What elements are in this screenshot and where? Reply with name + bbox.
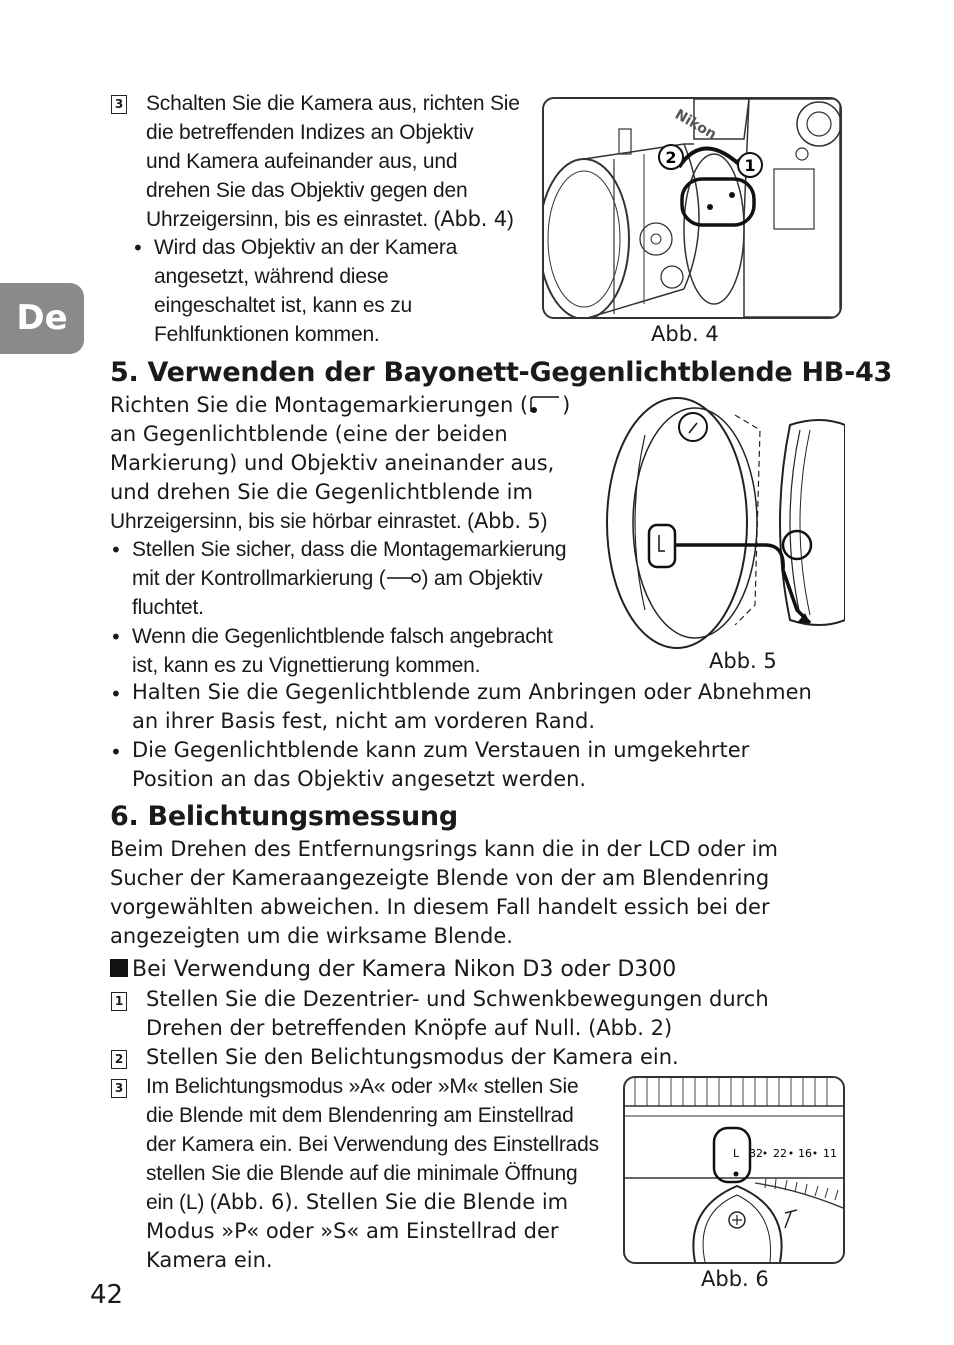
text-line: die betreffenden Indizes an Objektiv: [146, 121, 474, 144]
aperture-ring-drawing: [625, 1078, 843, 1262]
text-line: die Blende mit dem Blendenring am Einstellrad: [146, 1104, 574, 1127]
text-line: Schalten Sie die Kamera aus, richten Sie: [146, 92, 520, 115]
text-line: Stellen Sie den Belichtungsmodus der Kamera ein.: [146, 1045, 679, 1069]
text-line: vorgewählten abweichen. In diesem Fall handelt essich bei der: [110, 895, 770, 919]
figure-5-caption: Abb. 5: [709, 649, 777, 673]
step-1-text: [146, 985, 866, 1043]
bullet-dot: •: [132, 236, 144, 260]
text-line: Sucher der Kameraangezeigte Blende von der am Blendenring: [110, 866, 770, 890]
figure-5-illustration: [605, 395, 845, 650]
scale-22: 22: [773, 1147, 787, 1160]
text-line: Stellen Sie sicher, dass die Montagemarkierung: [132, 538, 567, 561]
text-span: ). Stellen Sie die Blende im: [284, 1190, 569, 1214]
scale-16: 16: [798, 1147, 812, 1160]
text-line: Position an das Objektiv angesetzt werden.: [132, 767, 587, 791]
section-5-bullet-2: [132, 622, 602, 680]
text-line: drehen Sie das Objektiv gegen den: [146, 179, 468, 202]
scale-11: 11: [823, 1147, 837, 1160]
brand-logo: Nikon: [672, 106, 720, 143]
subheading: [110, 955, 676, 984]
lens-hood-drawing: [605, 395, 845, 650]
text-span: Uhrzeigersinn, bis sie hörbar einrastet. (: [110, 510, 474, 533]
text-span: ): [562, 393, 571, 417]
text-line: an Gegenlichtblende (eine der beiden: [110, 422, 508, 446]
text-line: Die Gegenlichtblende kann zum Verstauen in umgekehrter: [132, 738, 750, 762]
figure-ref: Abb. 2: [596, 1016, 665, 1040]
text-line: [110, 391, 600, 420]
section-5-title: 5. Verwenden der Bayonett-Gegenlichtblende HB-43: [110, 357, 892, 388]
text-line: der Kamera ein. Bei Verwendung des Einstellrads: [146, 1133, 599, 1156]
bullet-dot: •: [110, 682, 122, 706]
step3-lens-text: [146, 89, 546, 234]
marker-2: 2: [665, 148, 677, 167]
text-line: Markierung) und Objektiv aneinander aus,: [110, 451, 555, 475]
step-number: 3: [111, 1079, 127, 1098]
scale-L: L: [733, 1147, 740, 1160]
figure-ref: Abb. 6: [216, 1190, 285, 1214]
text-line: angezeigten um die wirksame Blende.: [110, 924, 513, 948]
figure-ref: Abb. 4: [440, 207, 507, 231]
text-line: Kamera ein.: [146, 1248, 273, 1272]
text-span: Richten Sie die Montagemarkierungen (: [110, 393, 529, 417]
figure-6-caption: Abb. 6: [701, 1267, 769, 1291]
section-5-bullet-1: [132, 535, 602, 622]
text-line: Modus »P« oder »S« am Einstellrad der: [146, 1219, 559, 1243]
section-5-paragraph: [110, 391, 600, 536]
text-span: Drehen der betreffenden Knöpfe auf Null. (: [146, 1016, 597, 1040]
text-line: [132, 564, 602, 593]
bullet-dot: •: [110, 740, 122, 764]
text-line: [110, 507, 600, 536]
figure-ref: Abb. 5: [473, 509, 541, 533]
square-marker-icon: [110, 959, 128, 977]
step-2-text: [146, 1043, 866, 1072]
text-line: eingeschaltet ist, kann es zu: [154, 294, 413, 317]
text-span: ): [506, 208, 514, 231]
text-line: und drehen Sie die Gegenlichtblende im: [110, 480, 533, 504]
text-line: Wenn die Gegenlichtblende falsch angebracht: [132, 625, 553, 648]
language-tab: De: [0, 283, 84, 354]
text-line: stellen Sie die Blende auf die minimale Öffnung: [146, 1162, 578, 1185]
bullet-dot: •: [110, 538, 122, 562]
page-number: 42: [90, 1280, 124, 1310]
text-line: Wird das Objektiv an der Kamera: [154, 236, 458, 259]
figure-4-caption: Abb. 4: [651, 322, 719, 346]
section-5-bullet-3: [132, 678, 852, 736]
text-span: ): [664, 1016, 673, 1040]
text-line: [146, 1014, 866, 1043]
text-span: ): [540, 510, 548, 533]
text-span: ein (L) (: [146, 1191, 217, 1214]
mount-mark-icon: [528, 396, 562, 414]
step-number: 1: [111, 992, 127, 1011]
marker-1: 1: [744, 156, 756, 175]
step-3-text-continued: [146, 1188, 616, 1275]
bullet-dot: •: [110, 625, 122, 649]
step3-lens-bullet: [154, 233, 534, 349]
text-line: und Kamera aufeinander aus, und: [146, 150, 458, 173]
section-5-bullet-4: [132, 736, 852, 794]
text-line: [146, 205, 546, 234]
text-span: ) am Objektiv: [421, 567, 543, 590]
check-mark-icon: [386, 571, 422, 585]
text-line: Halten Sie die Gegenlichtblende zum Anbringen oder Abnehmen: [132, 680, 812, 704]
text-line: fluchtet.: [132, 596, 204, 619]
text-line: an ihrer Basis fest, nicht am vorderen Rand.: [132, 709, 595, 733]
text-span: mit der Kontrollmarkierung (: [132, 567, 386, 590]
text-line: ist, kann es zu Vignettierung kommen.: [132, 654, 481, 677]
figure-4-illustration: [542, 97, 842, 319]
scale-32: 32: [749, 1147, 763, 1160]
text-line: Im Belichtungsmodus »A« oder »M« stellen Sie: [146, 1075, 579, 1098]
text-line: [146, 1188, 616, 1217]
section-6-title: 6. Belichtungsmessung: [110, 801, 458, 832]
text-line: Fehlfunktionen kommen.: [154, 323, 380, 346]
subheading-text: Bei Verwendung der Kamera Nikon D3 oder D300: [132, 957, 677, 982]
text-line: Beim Drehen des Entfernungsrings kann die in der LCD oder im: [110, 837, 778, 861]
figure-6-illustration: [623, 1076, 845, 1264]
text-span: Uhrzeigersinn, bis es einrastet. (: [146, 208, 441, 231]
step-number: 2: [111, 1050, 127, 1069]
step-number: 3: [111, 95, 127, 114]
text-line: Stellen Sie die Dezentrier- und Schwenkbewegungen durch: [146, 987, 769, 1011]
text-line: angesetzt, während diese: [154, 265, 389, 288]
step-3-text: [146, 1072, 616, 1188]
camera-lens-drawing: [544, 99, 840, 317]
section-6-paragraph: [110, 835, 850, 951]
